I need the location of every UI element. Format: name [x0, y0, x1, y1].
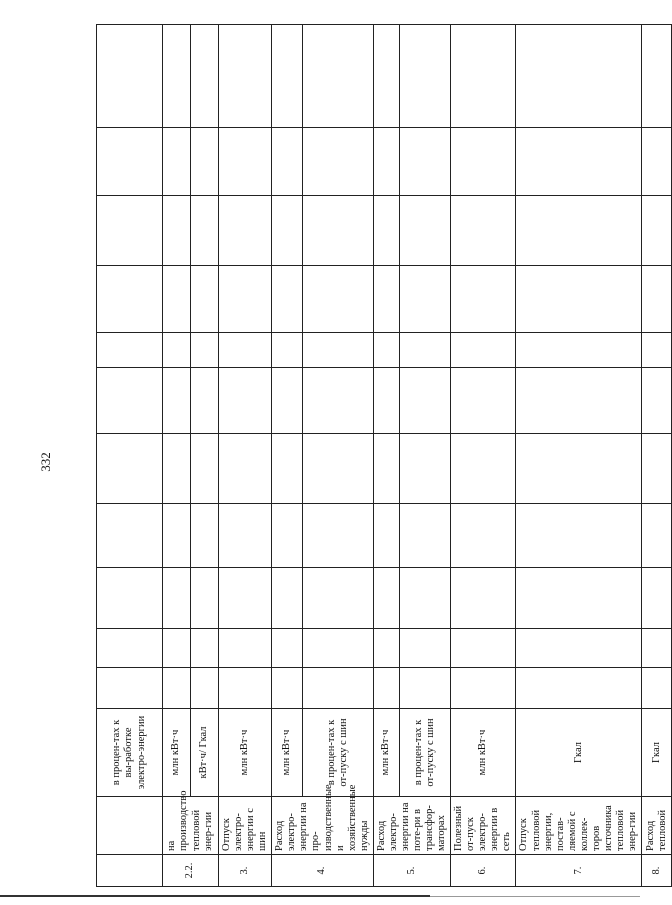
indicator-cell: на производство тепловой энер-гии	[163, 797, 219, 855]
indicator-cell: Отпуск тепловой энергии, постав-ляемой с коллек-торов источника тепловой энер-гии	[516, 797, 642, 855]
unit-cell: в процен-тах к от-пуску с шин	[302, 709, 373, 797]
row-number: 8.	[642, 855, 672, 887]
unit-cell: в процен-тах к от-пуску с шин	[400, 709, 451, 797]
table-row	[219, 25, 272, 887]
page-number: 332	[38, 452, 53, 472]
unit-cell: млн кВт·ч	[451, 709, 516, 797]
table-row	[163, 25, 191, 887]
table-row	[272, 25, 302, 887]
table-row	[373, 25, 399, 887]
data-table	[96, 24, 672, 887]
row-number: 6.	[451, 855, 516, 887]
scan-edge-line	[430, 896, 640, 897]
row-number: 2.2.	[163, 855, 219, 887]
unit-cell: млн кВт·ч	[163, 709, 191, 797]
unit-cell: млн кВт·ч	[272, 709, 302, 797]
row-number: 7.	[516, 855, 642, 887]
unit-cell: в процен-тах к вы-работке электро-энергии	[97, 709, 163, 797]
unit-cell: Гкал	[642, 709, 672, 797]
unit-cell: Гкал	[516, 709, 642, 797]
indicator-cell: Расход тепловой	[642, 797, 672, 855]
row-number: 5.	[373, 855, 450, 887]
table-row	[191, 25, 219, 887]
indicator-cell: Полезный от-пуск электро-энергии в сеть	[451, 797, 516, 855]
unit-cell: млн кВт·ч	[373, 709, 399, 797]
row-number: 3.	[219, 855, 272, 887]
unit-cell: млн кВт·ч	[219, 709, 272, 797]
table-row	[400, 25, 451, 887]
rotated-table-wrapper	[96, 25, 668, 887]
indicator-cell: Расход электро-энергии на поте-ри в трансфор-маторах	[373, 797, 450, 855]
indicator-cell: Расход электро-энергии на про-изводственные и хозяйственные нужды	[272, 797, 374, 855]
table-row	[451, 25, 516, 887]
table-row	[302, 25, 373, 887]
table-row	[642, 25, 672, 887]
table-row	[516, 25, 642, 887]
scan-edge-line	[0, 895, 430, 897]
table-row	[97, 25, 163, 887]
row-number: 4.	[272, 855, 374, 887]
indicator-cell: Отпуск электро-энергии с шин	[219, 797, 272, 855]
unit-cell: кВт·ч/ Гкал	[191, 709, 219, 797]
